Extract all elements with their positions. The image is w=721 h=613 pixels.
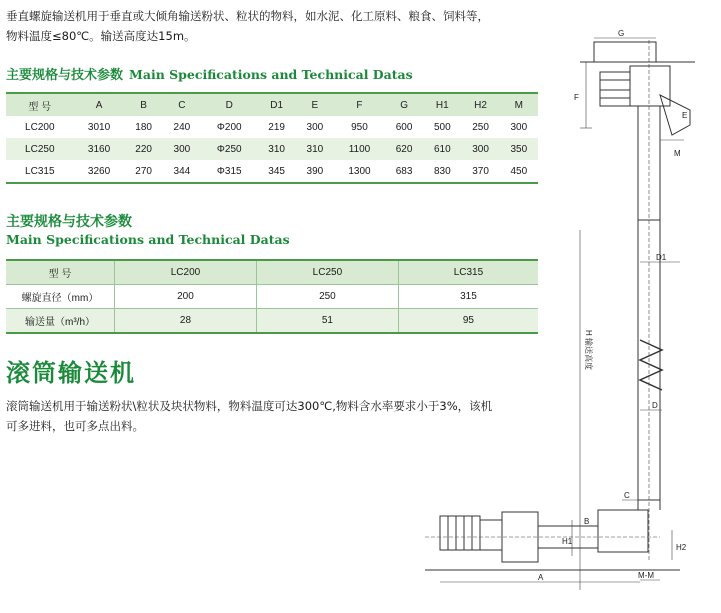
label-C: C xyxy=(624,491,630,500)
table1-header: H2 xyxy=(474,99,487,111)
table1-header: C xyxy=(178,99,186,111)
table1-header: 型 号 xyxy=(28,101,52,113)
label-H1: H1 xyxy=(562,537,573,546)
table1-cell: LC250 xyxy=(25,143,55,155)
table1-cell: 250 xyxy=(472,121,489,133)
table2-cell: 95 xyxy=(398,309,538,334)
bottom-gearbox xyxy=(502,512,538,562)
table1-cell: 270 xyxy=(135,165,152,177)
table1-cell: 1100 xyxy=(348,143,371,155)
table1-cell: 300 xyxy=(510,121,528,133)
table2-header: 型 号 xyxy=(48,269,72,280)
table1-cell: 500 xyxy=(433,121,451,133)
table1-cell: 220 xyxy=(135,143,152,155)
inlet-box xyxy=(598,510,648,552)
table1-cell: 683 xyxy=(395,165,413,177)
table1-cell: 300 xyxy=(173,143,191,155)
label-MM: M-M xyxy=(638,571,654,580)
intro-line-2: 物料温度≤80℃。输送高度达15m。 xyxy=(6,29,196,43)
table2-cell: 315 xyxy=(398,285,538,309)
table1-cell: 620 xyxy=(395,143,413,155)
table1-cell: 300 xyxy=(472,143,489,155)
table1-cell: 3010 xyxy=(87,121,111,133)
section2-title-en: Main Specifications and Technical Datas xyxy=(6,232,290,247)
section3-title: 滚筒输送机 xyxy=(6,359,136,387)
label-G: G xyxy=(618,29,625,38)
table1-header: D xyxy=(225,99,233,111)
intro-line-1: 垂直螺旋输送机用于垂直或大倾角输送粉状、粒状的物料，如水泥、化工原料、粮食、饲料等， xyxy=(6,9,489,23)
table1-header: G xyxy=(400,99,408,111)
table2-header: LC200 xyxy=(115,260,257,285)
table1-header: D1 xyxy=(270,99,284,111)
table1-cell: 3260 xyxy=(87,165,111,177)
table1-cell: 3160 xyxy=(87,143,111,155)
section1-title-en: Main Specifications and Technical Datas xyxy=(129,67,413,82)
table1-cell: 600 xyxy=(395,121,413,133)
table1-cell: 310 xyxy=(268,143,285,155)
label-E: E xyxy=(682,111,688,120)
table1-cell: 180 xyxy=(135,121,152,133)
section3-line-1: 滚筒输送机用于输送粉状\粒状及块状物料，物料温度可达300℃,物料含水率要求小于3%，该机 xyxy=(6,399,493,413)
table2-header: LC250 xyxy=(256,260,398,285)
table2-cell: 200 xyxy=(115,285,257,309)
table1-cell: 240 xyxy=(173,121,191,133)
table1-cell: 610 xyxy=(433,143,451,155)
top-gearbox xyxy=(630,66,670,106)
screw-flights xyxy=(640,340,662,390)
table1-cell: Φ315 xyxy=(216,165,242,177)
table1-header: H1 xyxy=(435,99,449,111)
label-F: F xyxy=(574,93,579,102)
section3-line-2: 可多进料，也可多点出料。 xyxy=(6,419,144,433)
table1-header: A xyxy=(95,99,103,111)
label-D1: D1 xyxy=(656,253,667,262)
table1-cell: 219 xyxy=(268,121,285,133)
table2-cell: 28 xyxy=(115,309,257,334)
table1-header: B xyxy=(140,99,147,111)
table1-cell: 345 xyxy=(268,165,285,177)
table2-cell: 250 xyxy=(256,285,398,309)
table2-cell: 51 xyxy=(256,309,398,334)
label-B: B xyxy=(584,517,590,526)
table2-cell: 螺旋直径（mm） xyxy=(6,285,115,309)
table1-header: F xyxy=(356,99,363,111)
section1-title-cn: 主要规格与技术参数 xyxy=(6,68,124,83)
top-motor xyxy=(600,72,630,106)
coupling xyxy=(480,520,502,550)
label-M: M xyxy=(674,149,681,158)
label-D: D xyxy=(652,401,658,410)
label-H: H 输送高度 xyxy=(584,330,593,370)
top-frame xyxy=(594,42,656,62)
table1-cell: LC315 xyxy=(25,165,55,177)
table1-cell: 1300 xyxy=(348,165,371,177)
table1-cell: Φ200 xyxy=(216,121,242,133)
table1-cell: Φ250 xyxy=(216,143,242,155)
table1-cell: LC200 xyxy=(25,121,55,133)
table2-header: LC315 xyxy=(398,260,538,285)
label-H2: H2 xyxy=(676,543,687,552)
table1-cell: 390 xyxy=(306,165,324,177)
table1-cell: 310 xyxy=(306,143,324,155)
table1-cell: 344 xyxy=(173,165,191,177)
table1-header: M xyxy=(514,99,523,111)
table1-cell: 950 xyxy=(351,121,368,133)
table1-cell: 300 xyxy=(306,121,324,133)
table1-cell: 450 xyxy=(510,165,528,177)
table2-cell: 输送量（m³/h） xyxy=(6,309,115,334)
table1-cell: 370 xyxy=(472,165,489,177)
table1-cell: 830 xyxy=(433,165,451,177)
bottom-motor xyxy=(440,516,480,550)
table1-cell: 350 xyxy=(510,143,528,155)
label-A: A xyxy=(538,573,544,582)
section2-title-cn: 主要规格与技术参数 xyxy=(6,214,132,230)
table1-header: E xyxy=(311,99,319,111)
